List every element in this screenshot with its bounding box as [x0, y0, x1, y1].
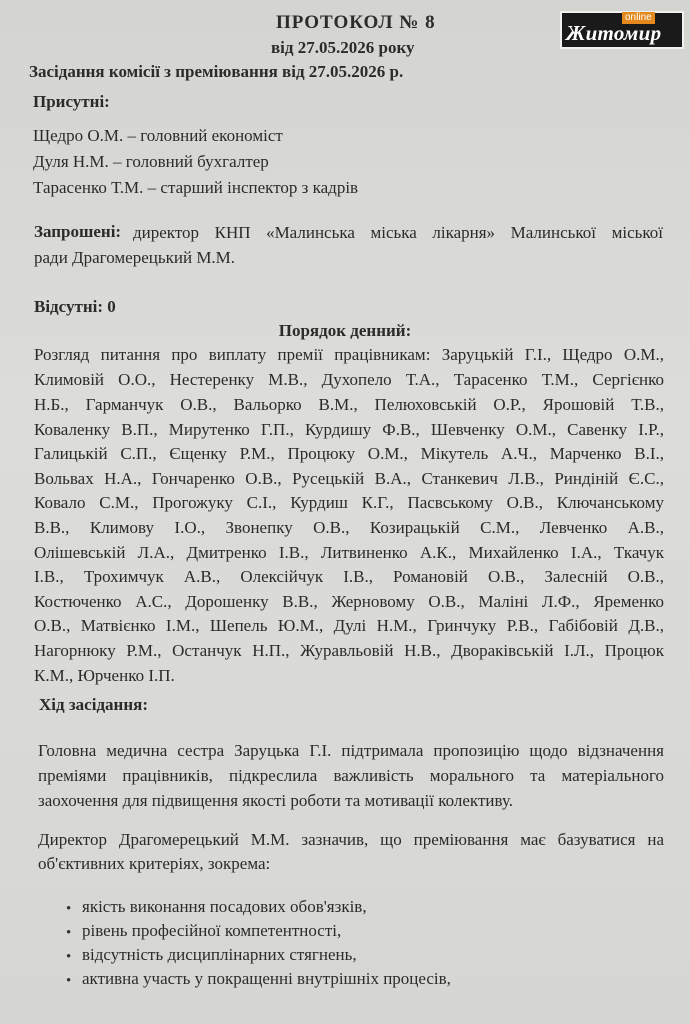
criteria-item: рівень професійної компетентності,: [82, 921, 342, 940]
zhytomyr-online-logo: [560, 11, 684, 49]
present-member: Дуля Н.М. – головний бухгалтер: [33, 152, 269, 171]
agenda-line: Нагорнюку Р.М., Останчук Н.П., Журавльовій Н.В., Дворакiвській І.Л., Процюк: [34, 641, 664, 660]
logo-online-label: online: [622, 12, 655, 24]
agenda-line: Ковало С.М., Прогожуку С.І., Курдиш К.Г., Пасвському О.В., Ключанському: [34, 493, 664, 512]
agenda-line: Климовій О.О., Нестеренку М.В., Духопело Т.А., Тарасенко Т.М., Сергієнко: [34, 370, 664, 389]
invited-line: директор КНП «Малинська міська лікарня» Малинської міської: [133, 223, 663, 242]
bullet-icon: •: [66, 973, 72, 989]
agenda-line: Коваленку В.П., Мирутенко Г.П., Курдишу Ф.В., Шевченку О.М., Савенку І.Р.,: [34, 420, 664, 439]
agenda-line: О.В., Матвієнко І.М., Шепель Ю.М., Дулі Н.М., Гринчуку Р.В., Габібовій Д.В.,: [34, 616, 664, 635]
invited-line: ради Драгомерецький М.М.: [34, 248, 236, 267]
agenda-line: І.В., Трохимчук А.В., Олексійчук І.В., Романовій О.В., Залесній О.В.,: [34, 567, 664, 586]
absent-line: Відсутні: 0: [34, 297, 116, 316]
proceedings-para1-line: Головна медична сестра Заруцька Г.І. підтримала пропозицію щодо відзначення: [38, 741, 664, 760]
proceedings-para2-line: об'єктивних критеріях, зокрема:: [38, 854, 271, 873]
agenda-line: В.В., Климову І.О., Звонепку О.В., Козирацькій С.М., Левченко А.В.,: [34, 518, 664, 537]
present-member: Тарасенко Т.М. – старший інспектор з кадрів: [33, 178, 359, 197]
proceedings-para1-line: заохочення для підвищення якості роботи та мотивації колективу.: [38, 791, 513, 810]
invited-heading: Запрошені:: [34, 222, 122, 241]
logo-name: Житомир: [566, 21, 662, 45]
proceedings-para1-line: преміями працівників, підкреслила важливість морального та матеріального: [38, 766, 664, 785]
criteria-item: активна участь у покращенні внутрішніх процесів,: [82, 969, 451, 988]
agenda-line: Костюченко А.С., Дорошенку В.В., Жерновому О.В., Маліні Л.Ф., Яременко: [34, 592, 664, 611]
document-date: від 27.05.2026 року: [271, 38, 415, 57]
agenda-line: Розгляд питання про виплату премії працівникам: Заруцькій Г.І., Щедро О.М.,: [34, 345, 664, 364]
agenda-line: Олішевській Л.А., Дмитренко І.В., Литвиненко А.К., Михайленко І.А., Ткачук: [34, 543, 664, 562]
proceedings-para2-line: Директор Драгомерецький М.М. зазначив, що преміювання має базуватися на: [38, 830, 664, 849]
present-member: Щедро О.М. – головний економіст: [33, 126, 283, 145]
criteria-item: відсутність дисциплінарних стягнень,: [82, 945, 357, 964]
bullet-icon: •: [66, 949, 72, 965]
agenda-line: К.М., Юрченко І.П.: [34, 666, 175, 685]
proceedings-heading: Хід засідання:: [39, 695, 148, 714]
agenda-line: Вольвах Н.А., Гончаренко О.В., Русецькій В.А., Станкевич Л.В., Риндіній Є.С.,: [34, 469, 664, 488]
document-title: ПРОТОКОЛ № 8: [276, 12, 436, 33]
bullet-icon: •: [66, 901, 72, 917]
meeting-title: Засідання комісії з преміювання від 27.05.2026 р.: [29, 62, 404, 81]
bullet-icon: •: [66, 925, 72, 941]
agenda-line: Н.Б., Гарманчук О.В., Вальорко В.М., Пелюховській О.Р., Ярошовій Т.В.,: [34, 395, 664, 414]
present-heading: Присутні:: [33, 92, 110, 111]
agenda-heading: Порядок денний:: [278, 321, 412, 340]
agenda-line: Галицькій С.П., Єщенку Р.М., Процюку О.М., Мікутель А.Ч., Марченко В.І.,: [34, 444, 664, 463]
criteria-item: якість виконання посадових обов'язків,: [82, 897, 367, 916]
